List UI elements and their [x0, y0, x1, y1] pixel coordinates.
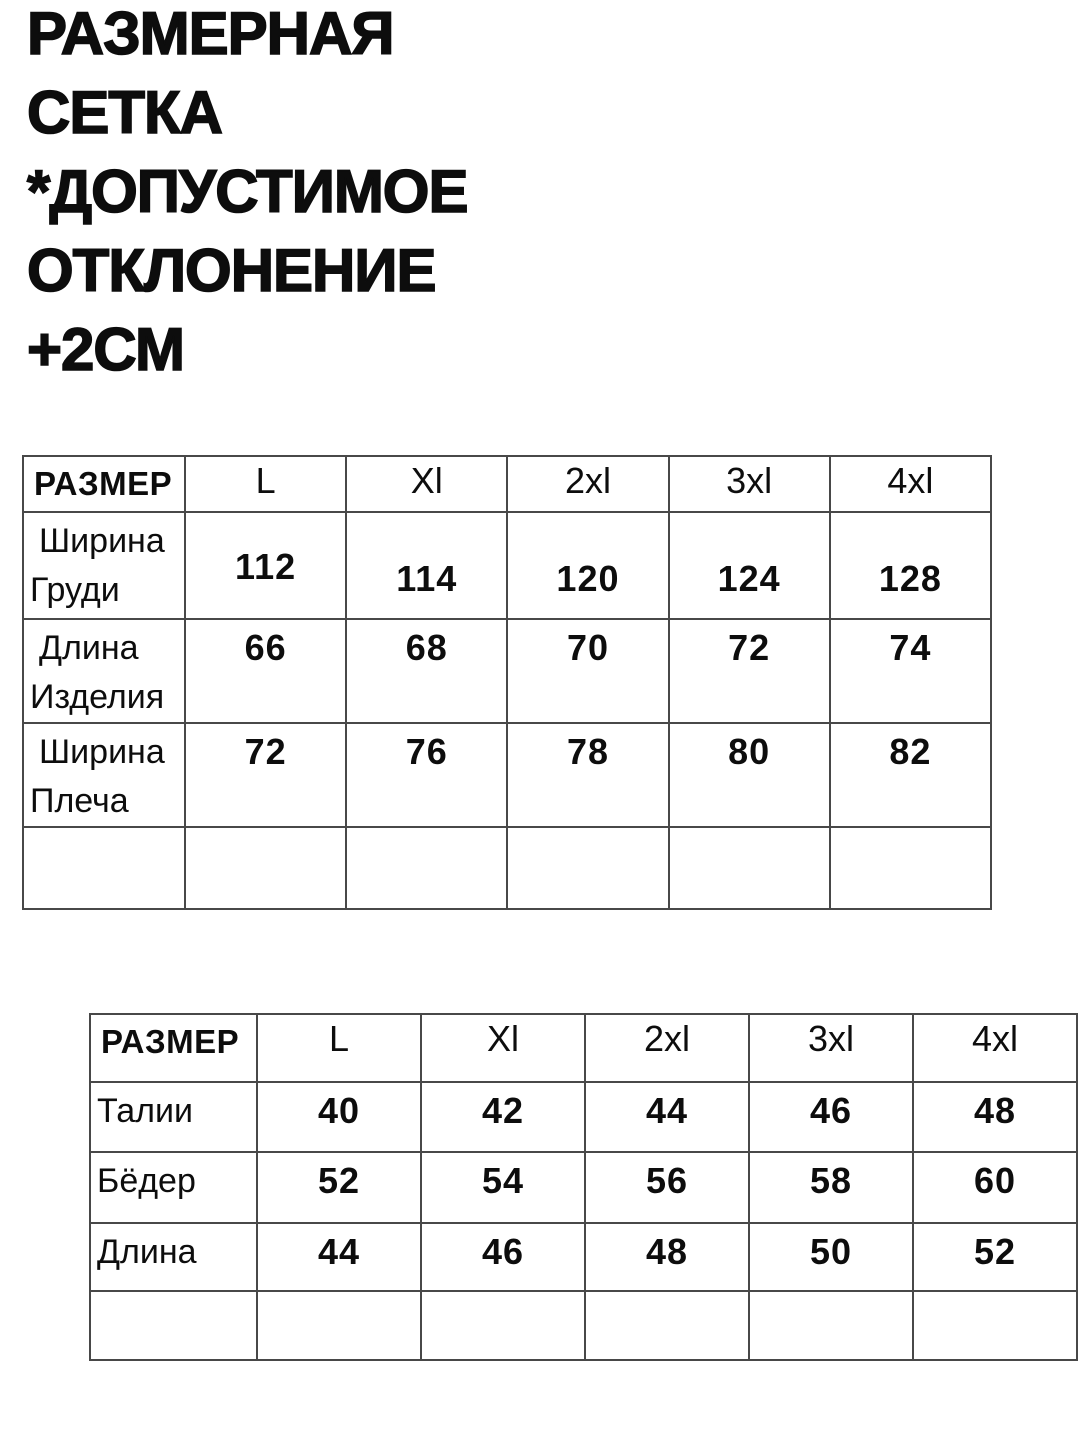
row-label: [90, 1223, 257, 1291]
table-row-length: [90, 1223, 1077, 1291]
row-label-line: Изделия: [30, 678, 165, 716]
row-label-line: Плеча: [30, 782, 129, 820]
page-title-line: +2СМ: [27, 316, 184, 383]
row-label: [23, 827, 185, 909]
value-cell: 70: [507, 619, 668, 723]
row-label-line: Груди: [30, 571, 120, 609]
table-header-row: [23, 456, 991, 512]
table-row-empty: [90, 1291, 1077, 1360]
table-row-empty: [23, 827, 991, 909]
value-cell: 72: [669, 619, 830, 723]
row-label: [23, 512, 185, 619]
value-cell: [346, 827, 507, 909]
value-cell: 50: [749, 1223, 913, 1291]
value-cell: [913, 1291, 1077, 1360]
row-label: [23, 723, 185, 827]
value-cell: [669, 827, 830, 909]
value-cell: 128: [830, 512, 991, 619]
header-cell-size: РАЗМЕР: [90, 1014, 257, 1082]
value-cell: [257, 1291, 421, 1360]
value-cell: 58: [749, 1152, 913, 1223]
row-label-line: Бёдер: [97, 1162, 196, 1200]
table-row-hips: [90, 1152, 1077, 1223]
value-cell: 60: [913, 1152, 1077, 1223]
value-cell: 124: [669, 512, 830, 619]
row-label: [90, 1152, 257, 1223]
value-cell: 40: [257, 1082, 421, 1152]
header-cell-2xl: 2xl: [585, 1014, 749, 1082]
page-title-line: *ДОПУСТИМОЕ: [27, 158, 468, 225]
value-cell: 44: [585, 1082, 749, 1152]
row-label-line: Длина: [97, 1233, 197, 1271]
value-cell: 80: [669, 723, 830, 827]
table-row-waist: [90, 1082, 1077, 1152]
row-label: [23, 619, 185, 723]
row-label-line: Талии: [97, 1092, 193, 1130]
value-cell: 76: [346, 723, 507, 827]
value-cell: [421, 1291, 585, 1360]
table-row-shoulder-width: [23, 723, 991, 827]
value-cell: 82: [830, 723, 991, 827]
value-cell: 66: [185, 619, 346, 723]
value-cell: [585, 1291, 749, 1360]
value-cell: 120: [507, 512, 668, 619]
value-cell: 52: [257, 1152, 421, 1223]
value-cell: 68: [346, 619, 507, 723]
value-cell: 54: [421, 1152, 585, 1223]
value-cell: [749, 1291, 913, 1360]
table-row-item-length: [23, 619, 991, 723]
value-cell: 46: [421, 1223, 585, 1291]
page-title-line: РАЗМЕРНАЯ: [27, 0, 394, 67]
row-label: [90, 1082, 257, 1152]
page-title: [27, 0, 468, 389]
header-cell-size: РАЗМЕР: [23, 456, 185, 512]
header-cell-3xl: 3xl: [749, 1014, 913, 1082]
value-cell: 46: [749, 1082, 913, 1152]
value-cell: 74: [830, 619, 991, 723]
value-cell: [507, 827, 668, 909]
header-cell-xl: Xl: [346, 456, 507, 512]
header-cell-2xl: 2xl: [507, 456, 668, 512]
row-label: [90, 1291, 257, 1360]
value-cell: 44: [257, 1223, 421, 1291]
header-cell-3xl: 3xl: [669, 456, 830, 512]
value-cell: [830, 827, 991, 909]
value-cell: [185, 827, 346, 909]
size-table-top-garment: [22, 455, 992, 910]
size-table-bottom-garment: [89, 1013, 1078, 1361]
value-cell: 78: [507, 723, 668, 827]
value-cell: 48: [585, 1223, 749, 1291]
row-label-line: Ширина: [39, 522, 165, 560]
row-label-line: Ширина: [39, 733, 165, 771]
header-cell-l: L: [185, 456, 346, 512]
header-cell-l: L: [257, 1014, 421, 1082]
value-cell: 56: [585, 1152, 749, 1223]
page-title-line: ОТКЛОНЕНИЕ: [27, 237, 436, 304]
value-cell: 48: [913, 1082, 1077, 1152]
value-cell: 72: [185, 723, 346, 827]
header-cell-xl: Xl: [421, 1014, 585, 1082]
header-cell-4xl: 4xl: [913, 1014, 1077, 1082]
row-label-line: Длина: [39, 629, 139, 667]
page-title-line: СЕТКА: [27, 79, 222, 146]
table-header-row: [90, 1014, 1077, 1082]
value-cell: 42: [421, 1082, 585, 1152]
value-cell: 114: [346, 512, 507, 619]
value-cell: 52: [913, 1223, 1077, 1291]
header-cell-4xl: 4xl: [830, 456, 991, 512]
value-cell: 112: [185, 512, 346, 619]
table-row-chest-width: [23, 512, 991, 619]
